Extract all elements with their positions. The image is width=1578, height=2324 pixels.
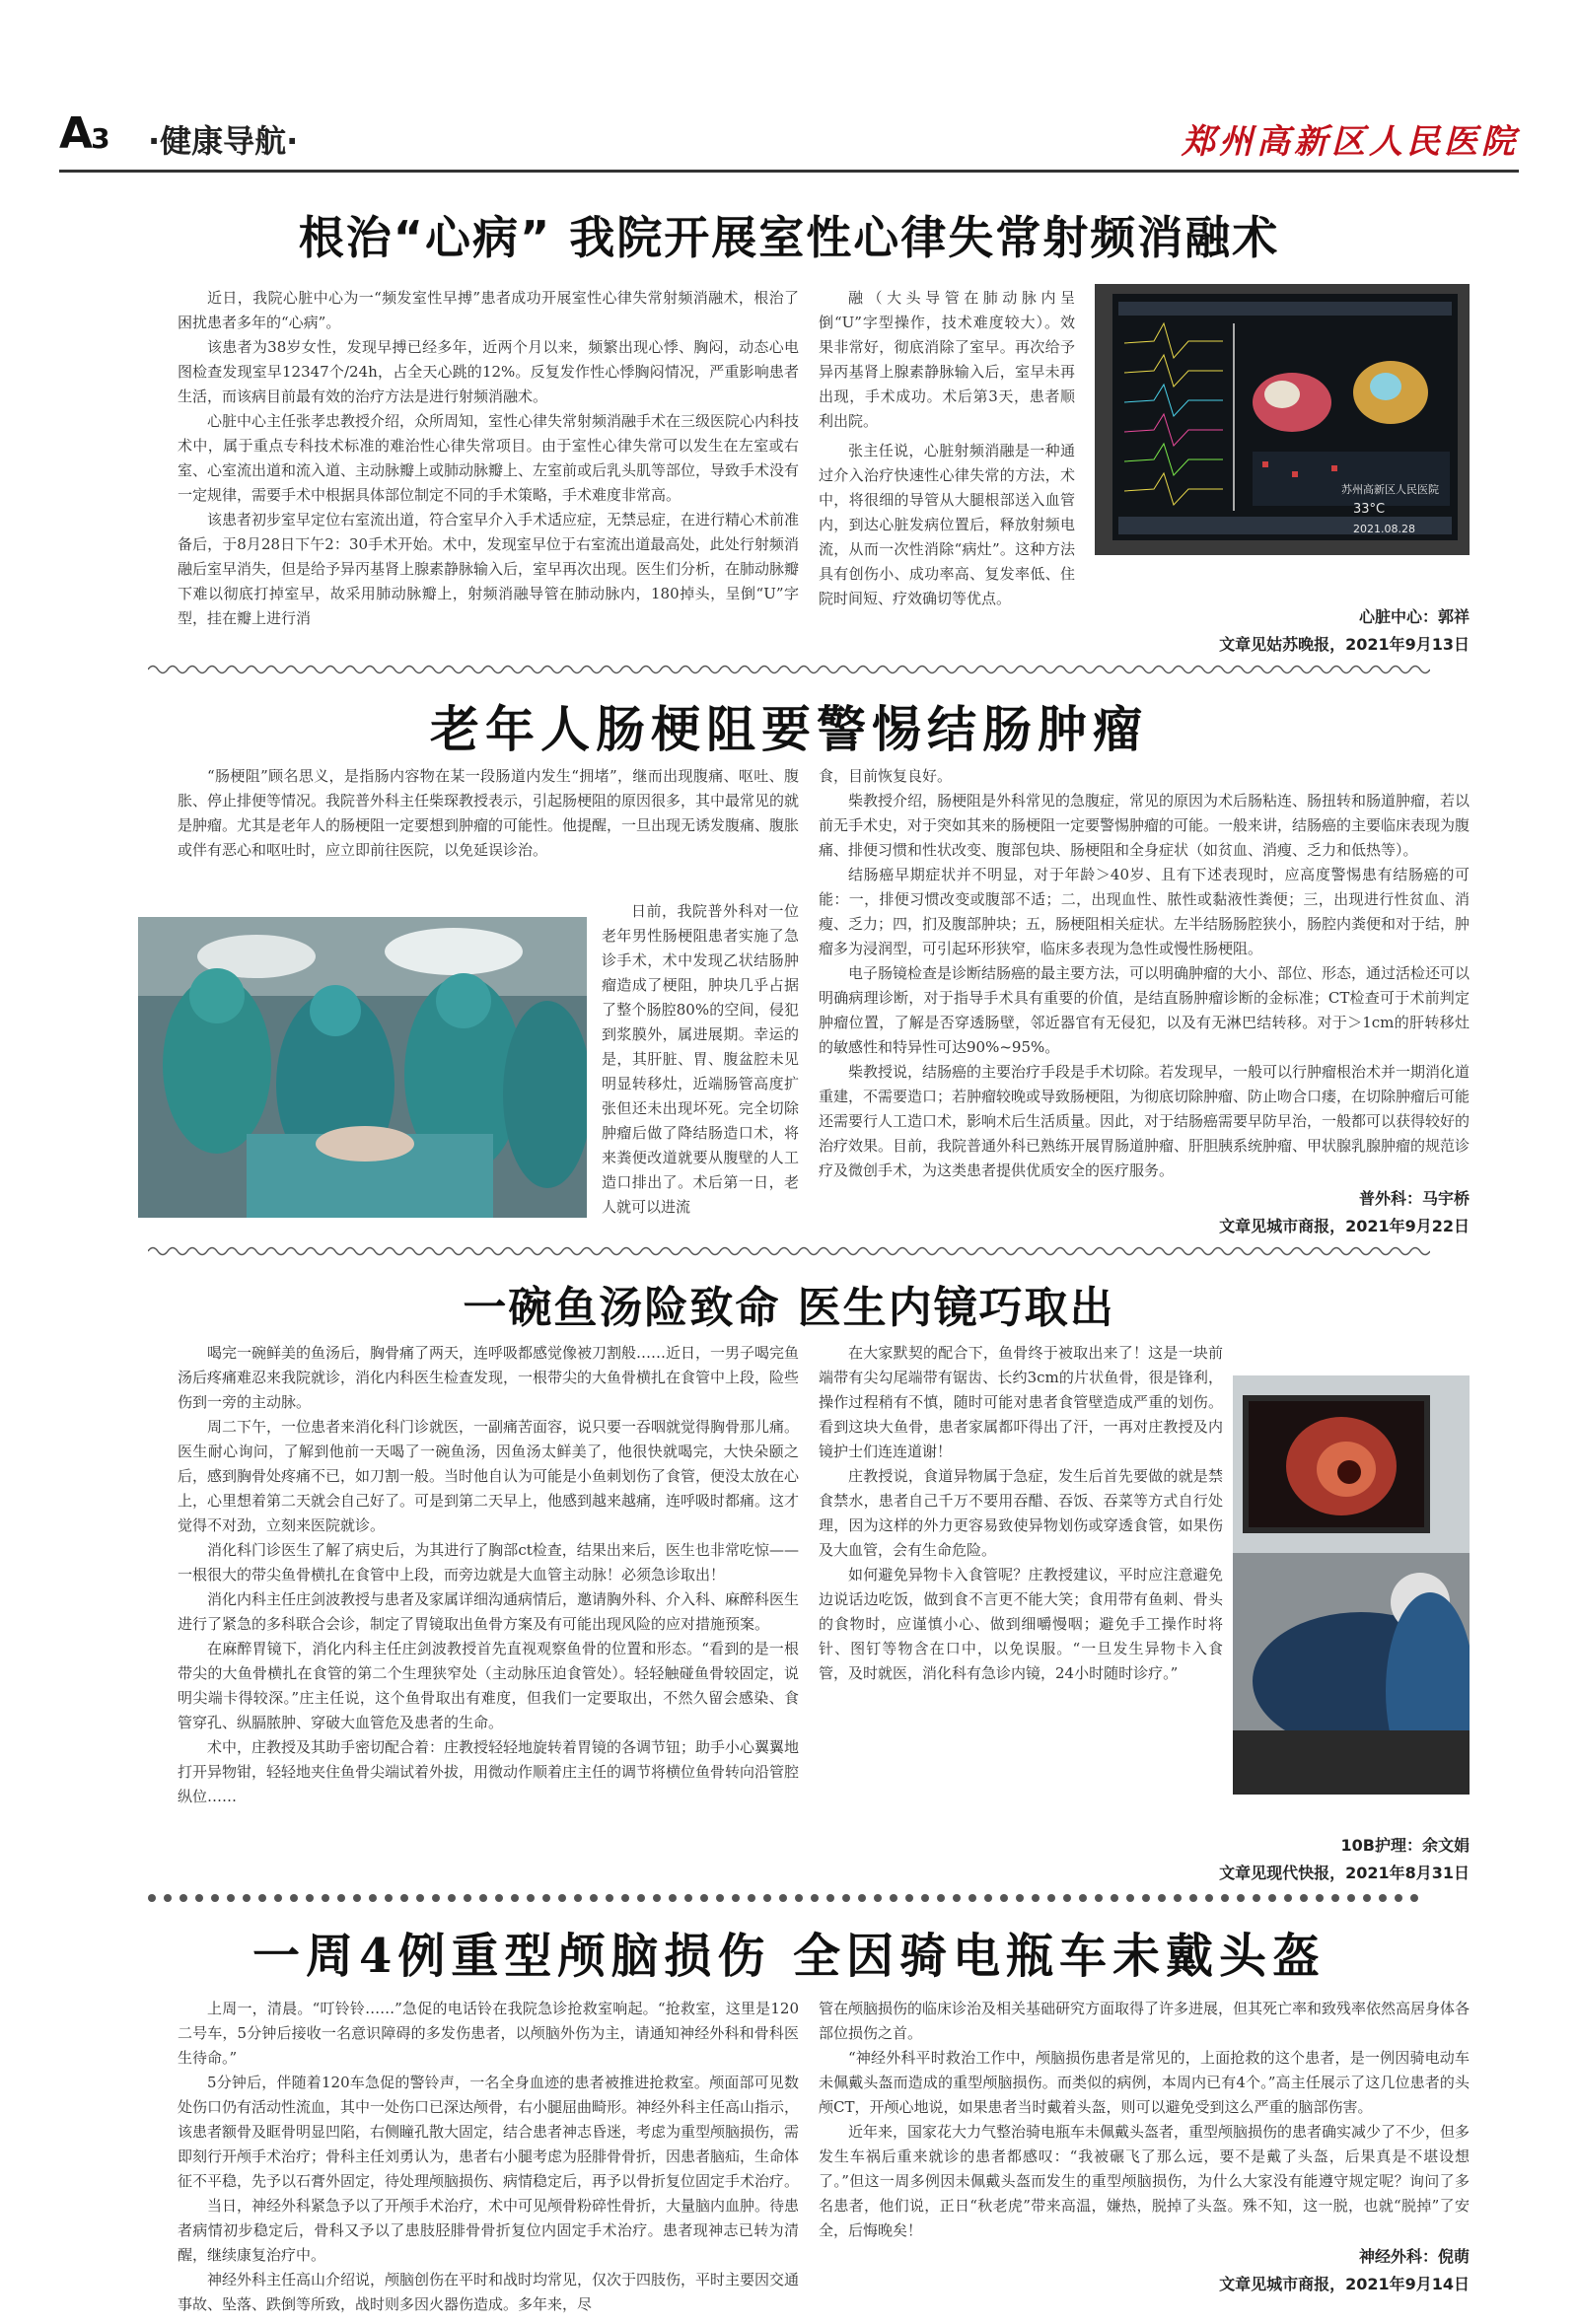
paragraph: 电子肠镜检查是诊断结肠癌的最主要方法，可以明确肿瘤的大小、部位、形态，通过活检还可以明确病理诊断，对于指导手术具有重要的价值，是结直肠肿瘤诊断的金标准；CT检查可于术前判定肿瘤位置，了解是否穿透肠壁，邻近器官有无侵犯，以及有无淋巴结转移。对于＞1cm的肝转移灶的敏感性和特异性可达90%~95%。	[819, 964, 1470, 1056]
paragraph: 周二下午，一位患者来消化科门诊就医，一副痛苦面容，说只要一吞咽就觉得胸骨那儿痛。医生耐心询问，了解到他前一天喝了一碗鱼汤，因鱼汤太鲜美了，他很快就喝完，大快朵颐之后，感到胸骨处疼痛不已，如刀割一般。当时他自认为可能是小鱼刺划伤了食管，便没太放在心上，心里想着第二天就会自己好了。可是到第二天早上，他感到越来越痛，连呼吸时都痛。这才觉得不对劲，立刻来医院就诊。	[178, 1418, 800, 1534]
paragraph: 庄教授说，食道异物属于急症，发生后首先要做的就是禁食禁水，患者自己千万不要用吞醋、吞饭、吞菜等方式自行处理，因为这样的外力更容易致使异物划伤或穿透食管，如果伤及大血管，会有生命危险。	[819, 1467, 1223, 1559]
paragraph: 该患者为38岁女性，发现早搏已经多年，近两个月以来，频繁出现心悸、胸闷，动态心电图检查发现室早12347个/24h，占全天心跳的12%。反复发作性心悸胸闷情况，严重影响患者生活，而该病目前最有效的治疗方法是进行射频消融术。	[178, 338, 799, 405]
paragraph: 柴教授说，结肠癌的主要治疗手段是手术切除。若发现早，一般可以行肿瘤根治术并一期消化道重建，不需要造口；若肿瘤较晚或导致肠梗阻，为彻底切除肿瘤、防止吻合口瘘，在切除肿瘤后可能还需要行人工造口术，影响术后生活质量。因此，对于结肠癌需要早防早治，一般都可以获得较好的治疗效果。目前，我院普通外科已熟练开展胃肠道肿瘤、肝胆胰系统肿瘤、甲状腺乳腺肿瘤的规范诊疗及微创手术，为这类患者提供优质安全的医疗服务。	[819, 1063, 1470, 1179]
article-source: 文章见城市商报，2021年9月14日	[1219, 2275, 1470, 2293]
article-3-col-left	[178, 1341, 799, 1809]
paragraph: 在麻醉胃镜下，消化内科主任庄剑波教授首先直视观察鱼骨的位置和形态。“看到的是一根带尖的大鱼骨横扎在食管的第二个生理狭窄处（主动脉压迫食管处）。轻轻触碰鱼骨较固定，说明尖端卡得较深。”庄主任说，这个鱼骨取出有难度，但我们一定要取出，不然久留会感染、食管穿孔、纵膈脓肿、穿破大血管危及患者的生命。	[178, 1640, 799, 1731]
divider-2	[148, 1244, 1430, 1258]
article-2-col-right	[819, 764, 1470, 1183]
hospital-name: 郑州高新区人民医院	[1182, 122, 1519, 162]
paragraph: 消化内科主任庄剑波教授与患者及家属详细沟通病情后，邀请胸外科、介入科、麻醉科医生进行了紧急的多科联合会诊，制定了胃镜取出鱼骨方案及有可能出现风险的应对措施预案。	[178, 1590, 800, 1633]
paragraph: 上周一，清晨。“叮铃铃……”急促的电话铃在我院急诊抢救室响起。“抢救室，这里是120二号车，5分钟后接收一名意识障碍的多发伤患者，以颅脑外伤为主，请通知神经外科和骨科医生待命。”	[178, 2000, 799, 2067]
paragraph: 张主任说，心脏射频消融是一种通过介入治疗快速性心律失常的方法，术中，将很细的导管从大腿根部送入血管内，到达心脏发病位置后，释放射频电流，从而一次性消除“病灶”。这种方法具有创伤小、成功率高、复发率低、住院时间短、疗效确切等优点。	[819, 442, 1075, 607]
article-author: 普外科：马宇桥	[1358, 1189, 1470, 1208]
paragraph: 在大家默契的配合下，鱼骨终于被取出来了！这是一块前端带有尖勾尾端带有锯齿、长约3cm的片状鱼骨，很是锋利，操作过程稍有不慎，随时可能对患者食管壁造成严重的划伤。看到这块大鱼骨，患者家属都吓得出了汗，一再对庄教授及内镜护士们连连道谢！	[819, 1344, 1223, 1460]
page-code: A3	[59, 108, 108, 159]
article-3-col-right	[819, 1341, 1223, 1686]
paragraph: 该患者初步室早定位右室流出道，符合室早介入手术适应症，无禁忌症，在进行精心术前准备后，于8月28日下午2：30手术开始。术中，发现室早位于右室流出道最高处，此处行射频消融后室早消失，但是给予异丙基肾上腺素静脉输入后，室早再次出现。医生们分析，在肺动脉瓣下难以彻底打掉室早，故采用肺动脉瓣上，射频消融导管在肺动脉内，180掉头，呈倒“U”字型，挂在瓣上进行消	[178, 511, 800, 627]
divider-3	[148, 1891, 1430, 1905]
photo-watermark-hospital: 苏州高新区人民医院	[1341, 483, 1439, 496]
paragraph: 管在颅脑损伤的临床诊治及相关基础研究方面取得了许多进展，但其死亡率和致残率依然高居身体各部位损伤之首。	[819, 2000, 1470, 2042]
paragraph: 5分钟后，伴随着120车急促的警铃声，一名全身血迹的患者被推进抢救室。颅面部可见数处伤口仍有活动性流血，其中一处伤口已深达颅骨，右小腿屈曲畸形。神经外科主任高山指示，该患者额骨及眶骨明显凹陷，右侧瞳孔散大固定，结合患者神志昏迷，考虑为重型颅脑损伤，需即刻行开颅手术治疗；骨科主任刘勇认为，患者右小腿考虑为胫腓骨骨折，因患者脑疝，生命体征不平稳，先予以石膏外固定，待处理颅脑损伤、病情稳定后，再予以骨折复位固定手术治疗。	[178, 2074, 800, 2190]
divider-1	[148, 663, 1430, 676]
article-4-col-left	[178, 1997, 799, 2317]
paragraph: 当日，神经外科紧急予以了开颅手术治疗，术中可见颅骨粉碎性骨折，大量脑内血肿。待患者病情初步稳定后，骨科又予以了患肢胫腓骨骨折复位内固定手术治疗。患者现神志已转为清醒，继续康复治疗中。	[178, 2197, 800, 2264]
paragraph: 近年来，国家花大力气整治骑电瓶车未佩戴头盔者，重型颅脑损伤的患者确实减少了不少，但多发生车祸后重来就诊的患者都感叹：“我被碾飞了那么远，要不是戴了头盔，后果真是不堪设想了。”但这一周多例因未佩戴头盔而发生的重型颅脑损伤，为什么大家没有能遵守规定呢？询问了多名患者，他们说，正日“秋老虎”带来高温，嫌热，脱掉了头盔。殊不知，这一脱，也就“脱掉”了安全，后悔晚矣！	[819, 2123, 1470, 2239]
article-author: 心脏中心：郭祥	[1358, 607, 1470, 626]
section-name: ·健康导航·	[148, 122, 299, 160]
article-2-title: 老年人肠梗阻要警惕结肠肿瘤	[430, 700, 1148, 758]
article-4-col-right	[819, 1997, 1470, 2243]
header-rule	[59, 170, 1519, 173]
ablation-monitor-photo	[1095, 284, 1470, 555]
article-3-title: 一碗鱼汤险致命 医生内镜巧取出	[463, 1283, 1115, 1333]
article-1-title: 根治“心病” 我院开展室性心律失常射频消融术	[298, 211, 1280, 264]
paragraph: “神经外科平时救治工作中，颅脑损伤患者是常见的，上面抢救的这个患者，是一例因骑电动车未佩戴头盔而造成的重型颅脑损伤。而类似的病例，本周内已有4个。”高主任展示了这几位患者的头颅CT，开颅心地说，如果患者当时戴着头盔，则可以避免受到这么严重的脑部伤害。	[819, 2049, 1470, 2116]
article-source: 文章见现代快报，2021年8月31日	[1219, 1864, 1470, 1882]
paragraph: 如何避免异物卡入食管呢？庄教授建议，平时应注意避免边说话边吃饭，做到食不言更不能大笑；食用带有鱼刺、骨头的食物时，应谨慎小心、做到细嚼慢咽；避免手工操作时将针、图钉等物含在口中，以免误服。“一旦发生异物卡入食管，及时就医，消化科有急诊内镜，24小时随时诊疗。”	[819, 1566, 1223, 1682]
paragraph: 食，目前恢复良好。	[819, 767, 953, 785]
surgery-photo	[138, 917, 587, 1218]
article-source: 文章见姑苏晚报，2021年9月13日	[1219, 635, 1470, 654]
article-4-title: 一周4例重型颅脑损伤 全因骑电瓶车未戴头盔	[251, 1929, 1327, 1984]
paragraph: 结肠癌早期症状并不明显，对于年龄＞40岁、且有下述表现时，应高度警惕患有结肠癌的可能：一，排便习惯改变或腹部不适；二，出现血性、脓性或黏液性粪便；三，出现进行性贫血、消瘦、乏力；四，扪及腹部肿块；五，肠梗阻相关症状。左半结肠肠腔狭小，肠腔内粪便和对于结，肿瘤多为浸润型，可引起环形狭窄，临床多表现为急性或慢性肠梗阻。	[819, 866, 1470, 957]
article-2-col-left-wrap	[602, 899, 799, 1220]
page-header	[59, 108, 1519, 168]
article-1-col-left	[178, 286, 799, 631]
paragraph: 神经外科主任高山介绍说，颅脑创伤在平时和战时均常见，仅次于四肢伤，平时主要因交通事故、坠落、跌倒等所致，战时则多因火器伤造成。多年来，尽	[178, 2271, 800, 2313]
article-4-signature	[986, 2243, 1470, 2298]
endoscopy-photo	[1233, 1375, 1470, 1795]
article-author: 10B护理：余文娟	[1340, 1836, 1470, 1855]
article-1-col-right	[819, 286, 1075, 434]
article-1-signature	[986, 603, 1470, 659]
paragraph: “肠梗阻”顾名思义，是指肠内容物在某一段肠道内发生“拥堵”，继而出现腹痛、呕吐、腹胀、停止排便等情况。我院普外科主任柴琛教授表示，引起肠梗阻的原因很多，其中最常见的就是肿瘤。尤其是老年人的肠梗阻一定要想到肿瘤的可能性。他提醒，一旦出现无诱发腹痛、腹胀或伴有恶心和呕吐时，应立即前往医院，以免延误诊治。	[178, 767, 800, 859]
article-3-signature	[986, 1832, 1470, 1887]
article-source: 文章见城市商报，2021年9月22日	[1219, 1217, 1470, 1235]
article-2-signature	[986, 1185, 1470, 1240]
article-author: 神经外科：倪萌	[1358, 2247, 1470, 2266]
paragraph: 柴教授介绍，肠梗阻是外科常见的急腹症，常见的原因为术后肠粘连、肠扭转和肠道肿瘤，若以前无手术史，对于突如其来的肠梗阻一定要警惕肿瘤的可能。一般来讲，结肠癌的主要临床表现为腹痛、排便习惯和性状改变、腹部包块、肠梗阻和全身症状（如贫血、消瘦、乏力和低热等）。	[819, 792, 1470, 859]
paragraph: 喝完一碗鲜美的鱼汤后，胸骨痛了两天，连呼吸都感觉像被刀割般……近日，一男子喝完鱼汤后疼痛难忍来我院就诊，消化内科医生检查发现，一根带尖的大鱼骨横扎在食管中上段，险些伤到一旁的主动脉。	[178, 1344, 800, 1411]
paragraph: 心脏中心主任张孝忠教授介绍，众所周知，室性心律失常射频消融手术在三级医院心内科技术中，属于重点专科技术标准的难治性心律失常项目。由于室性心律失常可以发生在左室或右室、心室流出道和流入道、主动脉瓣上或肺动脉瓣上、左室前或后乳头肌等部位，导致手术没有一定规律，需要手术中根据具体部位制定不同的手术策略，手术难度非常高。	[178, 412, 800, 504]
paragraph: 消化科门诊医生了解了病史后，为其进行了胸部ct检查，结果出来后，医生也非常吃惊——一根很大的带尖鱼骨横扎在食管中上段，而旁边就是大血管主动脉！必须急诊取出！	[178, 1541, 799, 1584]
paragraph: 近日，我院心脏中心为一“频发室性早搏”患者成功开展室性心律失常射频消融术，根治了困扰患者多年的“心病”。	[178, 289, 799, 331]
photo-watermark-temp: 33°C	[1353, 502, 1386, 517]
paragraph: 术中，庄教授及其助手密切配合着：庄教授轻轻地旋转着胃镜的各调节钮；助手小心翼翼地打开异物钳，轻轻地夹住鱼骨尖端试着外拔，用微动作顺着庄主任的调节将横位鱼骨转向沿管腔纵位……	[178, 1738, 800, 1805]
photo-watermark-date: 2021.08.28	[1353, 523, 1415, 535]
article-2-col-left-top	[178, 764, 799, 863]
paragraph: 日前，我院普外科对一位老年男性肠梗阻患者实施了急诊手术，术中发现乙状结肠肿瘤造成了梗阻，肿块几乎占据了整个肠腔80%的空间，侵犯到浆膜外，属进展期。幸运的是，其肝脏、胃、腹盆腔未见明显转移灶，近端肠管高度扩张但还未出现坏死。完全切除肿瘤后做了降结肠造口术，将来粪便改道就要从腹壁的人工造口排出了。术后第一日，老人就可以进流	[602, 902, 799, 1216]
paragraph: 融（大头导管在肺动脉内呈倒“U”字型操作，技术难度较大）。效果非常好，彻底消除了室早。再次给予异丙基肾上腺素静脉输入后，室早未再出现，手术成功。术后第3天，患者顺利出院。	[819, 289, 1075, 430]
